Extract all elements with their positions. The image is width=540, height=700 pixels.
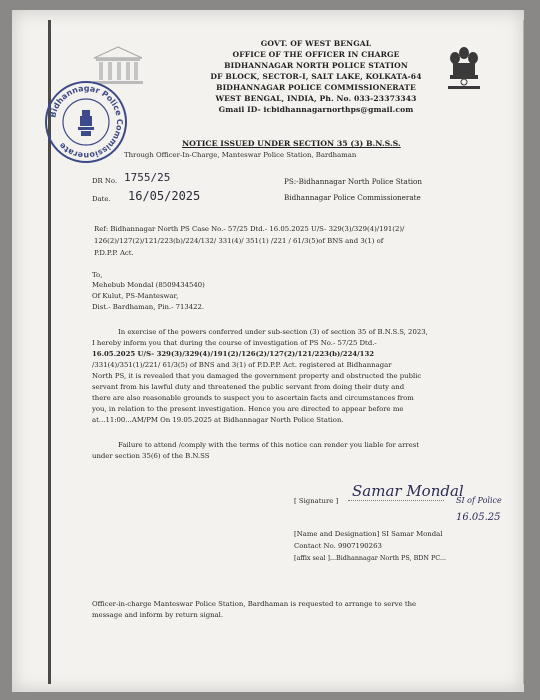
to-label: To, bbox=[92, 271, 103, 279]
header-govt: GOVT. OF WEST BENGAL bbox=[260, 39, 372, 48]
footer-line-1: Officer-in-charge Manteswar Police Station, Bardhaman is requested to arrange to serve the bbox=[92, 600, 417, 608]
officer-name: [Name and Designation] SI Samar Mondal bbox=[294, 530, 443, 538]
ps-line-1: PS:-Bidhannagar North Police Station bbox=[284, 177, 422, 186]
addressee-line-2: Of Kulut, PS-Manteswar, bbox=[92, 292, 179, 300]
para1-line-8: you, in relation to the present investigation. Hence you are directed to appear before me bbox=[92, 405, 404, 413]
para1-line-6: servant from his lawful duty and threatened the public servant from doing their duty and bbox=[92, 383, 405, 391]
header-office: OFFICE OF THE OFFICER IN CHARGE bbox=[232, 50, 400, 59]
notice-title: NOTICE ISSUED UNDER SECTION 35 (3) B.N.S.S. bbox=[182, 139, 401, 148]
header-address: DF BLOCK, SECTOR-I, SALT LAKE, KOLKATA-64 bbox=[210, 72, 422, 81]
police-seal bbox=[44, 80, 128, 164]
officer-seal-line: [affix seal ]...Bidhannagar North PS, BDN PC... bbox=[294, 554, 447, 562]
para1-line-9: at...11:00...AM/PM On 19.05.2025 at Bidhannagar North Police Station. bbox=[92, 416, 344, 424]
date-label: Date. bbox=[92, 195, 111, 203]
ref-line-1: Ref: Bidhannagar North PS Case No.- 57/25 Dtd.- 16.05.2025 U/S- 329(3)/329(4)/191(2)/ bbox=[94, 225, 405, 233]
national-emblem bbox=[444, 44, 484, 96]
para1-line-2: I hereby inform you that during the course of investigation of PS No.- 57/25 Dtd.- bbox=[92, 339, 377, 347]
header-commissionerate: BIDHANNAGAR POLICE COMMISSIONERATE bbox=[216, 83, 416, 92]
officer-contact: Contact No. 9907190263 bbox=[294, 542, 382, 550]
handwritten-designation: SI of Police bbox=[456, 496, 502, 505]
para1-line-4: /331(4)/351(1)/221/ 61/3(5) of BNS and 3(1) of P.D.P.P. Act. registered at Bidhannagar bbox=[92, 361, 392, 369]
handwritten-sign-date: 16.05.25 bbox=[456, 512, 501, 523]
para1-line-5: North PS, it is revealed that you damaged the government property and obstructed the public bbox=[92, 372, 422, 380]
para1-line-7: there are also reasonable grounds to suspect you to ascertain facts and circumstances from bbox=[92, 394, 414, 402]
dr-number: 1755/25 bbox=[124, 171, 171, 184]
addressee-line-3: Dist.- Bardhaman, Pin.- 713422. bbox=[92, 303, 205, 311]
para1-line-3: 16.05.2025 U/S- 329(3)/329(4)/191(2)/126(2)/127(2)/121/223(b)/224/132 bbox=[92, 350, 375, 358]
header-station: BIDHANNAGAR NORTH POLICE STATION bbox=[224, 61, 408, 70]
para2-line-2: under section 35(6) of the B.N.SS bbox=[92, 452, 210, 460]
signature-label: [ Signature ] bbox=[294, 497, 339, 505]
date-value: 16/05/2025 bbox=[128, 189, 201, 203]
header-phone: WEST BENGAL, INDIA, Ph. No. 033-23373343 bbox=[215, 94, 417, 103]
through-line: Through Officer-In-Charge, Manteswar Police Station, Bardhaman bbox=[124, 151, 357, 159]
handwritten-signature: Samar Mondal bbox=[352, 482, 464, 500]
dr-label: DR No. bbox=[92, 177, 118, 185]
para1-line-1: In exercise of the powers conferred under sub-section (3) of section 35 of B.N.S.S, 2023, bbox=[118, 328, 428, 336]
header-email: Gmail ID- icbidhannagarnorthps@gmail.com bbox=[218, 105, 414, 114]
svg-text:Bidhannagar Police Commissione: Bidhannagar Police Commissionerate bbox=[48, 83, 125, 161]
ref-line-2: 126(2)/127(2)/121/223(b)/224/132/ 331(4)/ 351(1) /221 / 61/3(5)of BNS and 3(1) of bbox=[94, 237, 384, 245]
signature-line bbox=[348, 500, 444, 501]
footer-line-2: message and inform by return signal. bbox=[92, 611, 224, 619]
ps-line-2: Bidhannagar Police Commissionerate bbox=[284, 193, 421, 202]
addressee-line-1: Mehebub Mondal (8509434540) bbox=[92, 281, 205, 289]
ref-line-3: P.D.P.P. Act. bbox=[94, 249, 134, 257]
para2-line-1: Failure to attend /comply with the terms of this notice can render you liable for arrest bbox=[118, 441, 420, 449]
